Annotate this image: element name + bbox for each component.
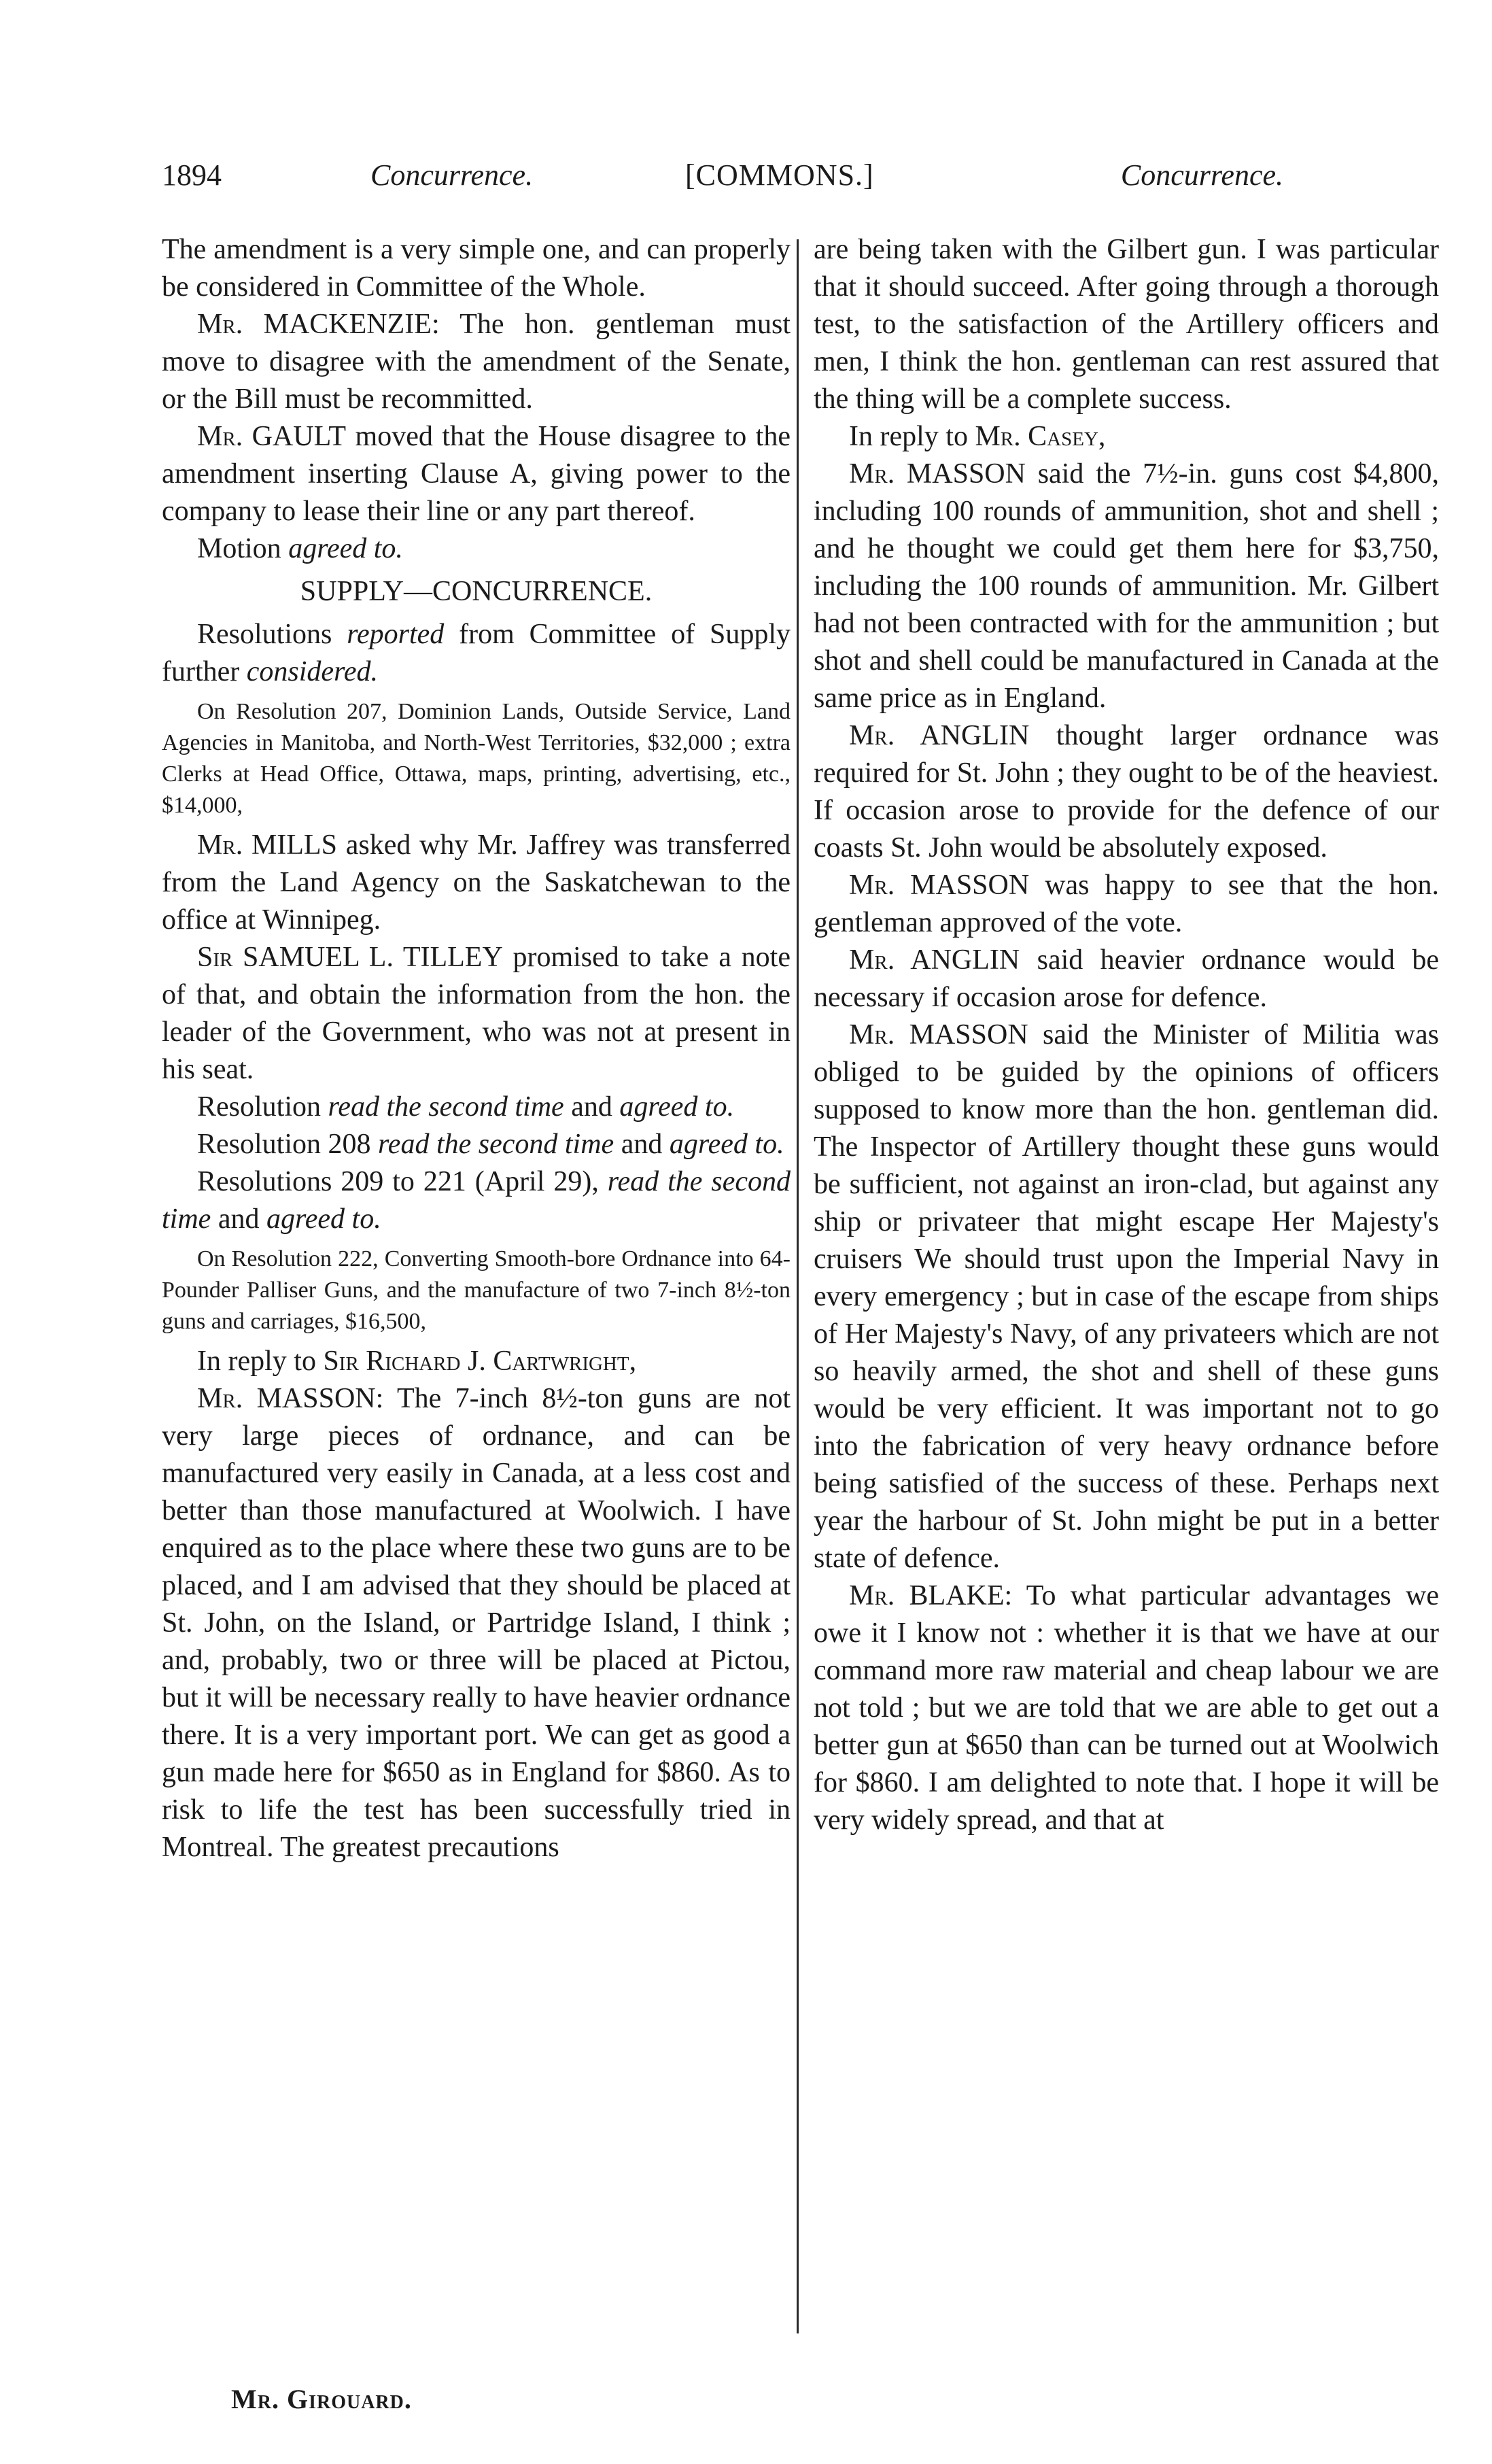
paragraph	[814, 867, 1439, 942]
speech-text: was happy to see that the hon. gentleman approved of the vote.	[814, 870, 1440, 938]
catchword: Mr. Girouard.	[231, 2384, 412, 2414]
text-italic: read the second time	[378, 1129, 614, 1160]
speaker-name: Mr. MASSON	[849, 870, 1030, 901]
paragraph	[814, 942, 1439, 1016]
paragraph	[162, 1163, 791, 1238]
text: and	[211, 1203, 266, 1235]
speaker-name: Mr. ANGLIN	[849, 944, 1020, 976]
paragraph	[162, 1343, 791, 1380]
header-center-title: [COMMONS.]	[685, 158, 874, 192]
resolution-note: On Resolution 222, Converting Smooth-bore Ordnance into 64-Pounder Palliser Guns, and the manufacture of two 7-inch 8½-ton guns and carriages, $16,500,	[162, 1246, 791, 1334]
text-italic: considered.	[246, 656, 379, 687]
text: Resolution 208	[197, 1129, 379, 1160]
text: In reply to	[849, 421, 975, 452]
speaker-name: Sir Richard J. Cartwright,	[323, 1346, 637, 1377]
left-column	[162, 231, 791, 1866]
text-italic: read the second time	[162, 1166, 791, 1235]
speaker-name: Mr. MASSON	[849, 1019, 1028, 1050]
text-italic: agreed to.	[288, 533, 403, 564]
speaker-name: Mr. MASSON	[849, 458, 1026, 490]
speaker-name: Mr. BLAKE	[849, 1580, 1005, 1611]
right-column	[814, 231, 1439, 1839]
text: In reply to	[197, 1346, 324, 1377]
speaker-name: Mr. MACKENZIE	[197, 309, 432, 340]
paragraph	[162, 1380, 791, 1866]
speech-text: said the 7½-in. guns cost $4,800, including 100 rounds of ammunition, shot and shell ; and he thought we could get them here for $3,750, including the 100 rounds of ammunition. Mr. Gilbert had not been contracted with for the ammunition ; but shot and shell could be manufactured in Canada at the same price as in England.	[814, 458, 1439, 714]
header-left-title: Concurrence.	[370, 158, 534, 192]
text-italic: reported	[347, 619, 445, 650]
speaker-name: Mr. MILLS	[197, 829, 337, 861]
speech-text: promised to take a note of that, and obtain the information from the hon. the leader of the Government, who was not at present in his seat.	[162, 942, 791, 1085]
section-heading: SUPPLY—CONCURRENCE.	[300, 576, 653, 607]
paragraph	[162, 827, 791, 939]
text-italic: agreed to.	[669, 1129, 784, 1160]
page-number: 1894	[162, 158, 222, 192]
paragraph	[162, 418, 791, 530]
speaker-name: Mr. Casey,	[975, 421, 1106, 452]
paragraph	[814, 456, 1439, 717]
paragraph	[814, 1577, 1439, 1839]
paragraph	[162, 530, 791, 568]
speaker-name: Sir SAMUEL L. TILLEY	[197, 942, 503, 973]
speech-text: : The hon. gentleman must move to disagree with the amendment of the Senate, or the Bill must be recommitted.	[162, 309, 791, 415]
paragraph	[162, 616, 791, 691]
paragraph: are being taken with the Gilbert gun. I was particular that it should succeed. After going through a thorough test, to the satisfaction of the Artillery officers and men, I think the hon. gentleman can rest assured that the thing will be a complete success.	[814, 234, 1439, 415]
speech-text: said heavier ordnance would be necessary if occasion arose for defence.	[814, 944, 1439, 1013]
text: and	[614, 1129, 670, 1160]
resolution-note: On Resolution 207, Dominion Lands, Outside Service, Land Agencies in Manitoba, and North-West Territories, $32,000 ; extra Clerks at Head Office, Ottawa, maps, printing, advertising, etc., $14,000,	[162, 699, 791, 818]
speaker-name: Mr. ANGLIN	[849, 720, 1030, 751]
text: and	[563, 1091, 620, 1123]
speech-text: : To what particular advantages we owe it I know not : whether it is that we have at our command more raw material and cheap labour we are not told ; but we are told that we are able to get out a better gun at $650 than can be turned out at Woolwich for $860. I am delighted to note that. I hope it will be very widely spread, and that at	[814, 1580, 1439, 1836]
speech-text: said the Minister of Militia was obliged to be guided by the opinions of officers supposed to know more than the hon. gentleman did. The Inspector of Artillery thought these guns would be sufficient, not against an iron-clad, but against any ship or privateer that might escape Her Majesty's cruisers We should trust upon the Imperial Navy in every emergency ; but in case of the escape from ships of Her Majesty's Navy, of any privateers which are not so heavily armed, the shot and shell of these guns would be very efficient. It was important not to go into the fabrication of very heavy ordnance before being satisfied of the success of these. Perhaps next year the harbour of St. John might be put in a better state of defence.	[814, 1019, 1439, 1574]
paragraph	[814, 717, 1439, 867]
paragraph	[814, 1016, 1439, 1577]
speaker-name: Mr. GAULT	[197, 421, 347, 452]
paragraph	[162, 1089, 791, 1126]
speech-text: asked why Mr. Jaffrey was transferred from the Land Agency on the Saskatchewan to the office at Winnipeg.	[162, 829, 791, 936]
text: Resolutions 209 to 221 (April 29),	[197, 1166, 608, 1197]
speech-text: thought larger ordnance was required for St. John ; they ought to be of the heaviest. If occasion arose to provide for the defence of our coasts St. John would be absolutely exposed.	[814, 720, 1439, 863]
paragraph	[162, 939, 791, 1089]
text: from Committee of Supply further	[162, 619, 791, 687]
column-divider	[797, 239, 799, 2333]
text-italic: agreed to.	[619, 1091, 735, 1123]
text-italic: read the second time	[328, 1091, 564, 1123]
paragraph	[162, 1126, 791, 1163]
speech-text: : The 7-inch 8½-ton guns are not very large pieces of ordnance, and can be manufactured very easily in Canada, at a less cost and better than those manufactured at Woolwich. I have enquired as to the place where these two guns are to be placed, and I am advised that they should be placed at St. John, on the Island, or Partridge Island, I think ; and, probably, two or three will be placed at Pictou, but it will be necessary really to have heavier ordnance there. It is a very important port. We can get as good a gun made here for $650 as in England for $860. As to risk to life the test has been successfully tried in Montreal. The greatest precautions	[162, 1383, 791, 1863]
paragraph: The amendment is a very simple one, and can properly be considered in Committee of the Whole.	[162, 234, 791, 303]
paragraph	[814, 418, 1439, 456]
text-italic: agreed to.	[266, 1203, 381, 1235]
text: Resolution	[197, 1091, 328, 1123]
text: Resolutions	[197, 619, 347, 650]
running-header	[162, 158, 1283, 205]
header-right-title: Concurrence.	[1120, 158, 1283, 192]
speaker-name: Mr. MASSON	[197, 1383, 376, 1414]
speech-text: moved that the House disagree to the amendment inserting Clause A, giving power to the company to lease their line or any part thereof.	[162, 421, 791, 527]
paragraph	[162, 306, 791, 418]
text: Motion	[197, 533, 289, 564]
